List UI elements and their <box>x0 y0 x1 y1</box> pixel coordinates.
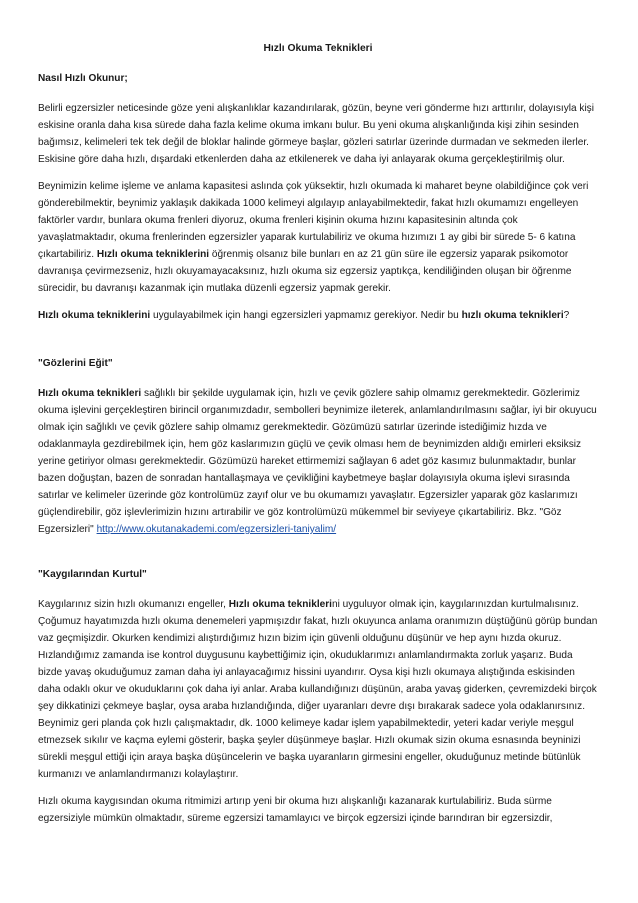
intro-paragraph-2-text-a: Beynimizin kelime işleme ve anlama kapasitesi aslında çok yüksektir, hızlı okumada ki maharet beyne olabildiğince çok veri gönderebilmektir, beynimiz yaklaşık dakikada 1000 kelimeyi algılayıp anlayabilmektedir, fakat hızlı okumamızı engelleyen faktörler vardır, bunlara okuma frenleri diyoruz, okuma frenleri kişinin okuma hızını kapasitesinin altında çok yavaşlatmaktadır, okuma frenlerinden egzersizler yaparak kurtulabiliriz ve okuma hızımızı 1 ay gibi bir sürede 5- 6 katına çıkartabiliriz. <box>38 181 589 260</box>
section-1-text: sağlıklı bir şekilde uygulamak için, hızlı ve çevik gözlere sahip olmamız gerekmektedir. Gözlerimiz okuma işlevini gerçekleştiren birincil organımızdadır, sembolleri beynimize ileterek, anlamlandırılmasını sağlar, iyi bir okuyucu olmak için sağlıklı ve çevik gözlere sahip olmamız gerekmektedir. Gözümüzü satırlar üzerinde istediğimiz hızda ve odaklanmayla gezdirebilmek için, hem göz kaslarımızın güçlü ve çevik olması hem de beynimizden aldığı emirleri eksiksiz yerine getiriyor olması gerekmektedir. Gözümüzü hareket ettirmemizi sağlayan 6 adet göz kasımız bulunmaktadır, bunlar bazen doğuştan, bazen de sonradan hantallaşmaya ve çevikliğini kaybetmeye başlar dolayısıyla okuma işlevi sırasında satırlar ve kelimeler üzerinde göz kontrolümüz zayıf olur ve bu okumamızı yavaşlatır. Egzersizler yaparak göz kaslarımızı güçlendirebilir, göz işlevlerimizin hızını artırabilir ve göz kontrolümüzü mükemmel bir seviyeye çıkartabiliriz. Bkz. "Göz Egzersizleri" <box>38 388 597 535</box>
spacer <box>38 548 598 566</box>
section-2-bold: Hızlı okuma teknikleri <box>228 599 332 610</box>
section-heading-gozlerini-egit: "Gözlerini Eğit" <box>38 358 113 369</box>
intro-paragraph-1: Belirli egzersizler neticesinde göze yeni alışkanlıklar kazandırılarak, gözün, beyne veri gönderme hızı arttırılır, dolayısıyla kişi eskisine oranla daha kısa sürede daha fazla kelime okuma imkanı bulur. Bu yeni okuma alışkanlığında kişi zihin sesinden bağımsız, kelimeleri tek tek değil de bloklar halinde görmeye başlar, gözleri satırlar üzerinde durmadan ve sekmeden ilerler. Eskisine göre daha hızlı, dışardaki etkenlerden daha az etkilenerek ve daha iyi anlayarak okuma gerçekleştirilmiş olur. <box>38 103 594 165</box>
section-1-bold: Hızlı okuma teknikleri <box>38 388 142 399</box>
section-2-paragraph-2: Hızlı okuma kaygısından okuma ritmimizi artırıp yeni bir okuma hızı alışkanlığı kazanarak kurtulabiliriz. Buda sürme egzersiziyle mümkün olmaktadır, süreme egzersizi tamamlayıcı ve birçok egzersizi içinde barındıran bir egzersizdir, <box>38 796 553 824</box>
intro-heading: Nasıl Hızlı Okunur; <box>38 73 128 84</box>
document-title: Hızlı Okuma Teknikleri <box>263 43 373 54</box>
intro-paragraph-2-bold: Hızlı okuma tekniklerini <box>96 249 210 260</box>
intro-paragraph-3-text: uygulayabilmek için hangi egzersizleri yapmamız gerekiyor. Nedir bu <box>153 310 459 321</box>
section-1-paragraph <box>38 385 598 538</box>
section-heading-kaygilarindan-kurtul: "Kaygılarından Kurtul" <box>38 569 147 580</box>
intro-paragraph-3-end: ? <box>563 310 570 321</box>
intro-paragraph-2 <box>38 178 598 297</box>
goz-egzersizleri-link[interactable]: http://www.okutanakademi.com/egzersizleri-taniyalim/ <box>96 524 337 535</box>
intro-paragraph-3-bold-1: Hızlı okuma tekniklerini <box>38 310 151 321</box>
section-2-paragraph-1 <box>38 596 598 783</box>
section-2-text-b: ni uyguluyor olmak için, kaygılarınızdan kurtulmalısınız. Çoğumuz hayatımızda hızlı okuma denemeleri yapmışızdır fakat, hızlı okuyunca anlama oranımızın düştüğünü görüp bundan vaz geçmişizdir. Okurken kendimizi alıştırdığımız hızın bizim için güvenli olduğunu düşünür ve hep aynı hızda okuruz. Hızlandığımız zamanda ise kontrol duygusunu kaybettiğimiz için, okuduklarımızı anlamlandırmakta zorluk yaşarız. Buda bizde yavaş okuduğumuz zaman daha iyi anlayacağımız hissini uyandırır. Oysa kişi hızlı okumaya alıştığında eskisinden daha odaklı okur ve okuduklarını çok daha iyi anlar. Araba kullandığınızı düşünün, araba yavaş giderken, çevremizdeki birçok şey dikkatinizi çekmeye başlar, oysa araba hızlandığında, diğer uyaranları devre dışı bırakarak sadece yola odaklanırsınız. Beynimiz geri planda çok hızlı çalışmaktadır, dk. 1000 kelimeye kadar işlem yapabilmektedir, yeteri kadar veriyle meşgul etmezsek sıkılır ve kaçma eylemi gösterir, başka şeyler düşünmeye başlar. Hızlı okumak sizin okuma esnasında beyninizi sürekli meşgul ettiği için araya başka düşüncelerin ve başka uyaranların girmesini engeller, okuduğunuz metinde bütünlük kurmanızı ve anlamlandırmanızı kolaylaştırır. <box>38 599 598 780</box>
intro-paragraph-2-text-b: öğrenmiş olsanız bile bunları en az 21 gün süre ile egzersiz yaparak psikomotor davranışa çevirmezseniz, hızlı okuyamayacaksınız, hızlı okuma siz egzersiz yaptıkça, kendiliğinden oluşan bir öğrenme sürecidir, bu davranışı kazanmak için mutlaka düzenli egzersiz yapmak gerekir. <box>38 249 572 294</box>
spacer <box>38 334 598 355</box>
intro-paragraph-3-bold-2: hızlı okuma teknikleri <box>461 310 564 321</box>
intro-paragraph-3 <box>38 307 598 324</box>
section-2-text-a: Kaygılarınız sizin hızlı okumanızı engeller, <box>38 599 226 610</box>
